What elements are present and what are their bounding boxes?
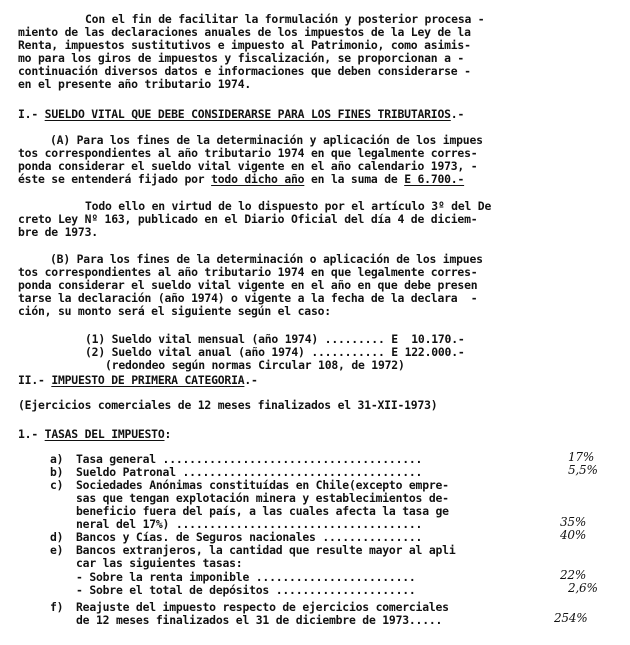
section-number: II.- [18, 373, 45, 387]
paragraph-line: (B) Para los fines de la determinación o aplicación de los impues [50, 252, 483, 266]
rate-value: 2,6% [568, 581, 598, 595]
subsection-number: 1.- [18, 427, 38, 441]
rate-description: - Sobre la renta imponible ........................ [76, 570, 416, 584]
rate-description: Bancos y Cías. de Seguros nacionales ............... [76, 530, 423, 544]
fiscal-period: (Ejercicios comerciales de 12 meses finalizados el 31-XII-1973) [18, 398, 438, 412]
rate-value: 5,5% [568, 463, 598, 477]
paragraph-text: éste se entenderá fijado por [18, 172, 205, 186]
rate-letter: a) [50, 452, 64, 466]
vital-salary-amount: E 6.700.- [404, 172, 465, 186]
intro-line: continuación diversos datos e informaciones que deben considerarse - [18, 64, 471, 78]
paragraph-line [18, 173, 464, 186]
rate-description: sas que tengan explotación minera y establecimientos de- [76, 491, 449, 505]
rate-letter: e) [50, 543, 64, 557]
intro-line: Con el fin de facilitar la formulación y posterior procesa - [85, 12, 485, 26]
intro-line: mo para los giros de impuestos y fiscalización, se proporcionan a - [18, 51, 465, 65]
paragraph-line: tos correspondientes al año tributario 1974 en que legalmente corres- [18, 146, 478, 160]
rate-letter: f) [50, 600, 64, 614]
rate-description: de 12 meses finalizados el 31 de diciembre de 1973..... [76, 613, 443, 627]
subsection-heading [18, 428, 171, 441]
paragraph-line: Todo ello en virtud de lo dispuesto por el artículo 3º del De [85, 199, 492, 213]
list-item-label: (1) Sueldo vital mensual (año 1974) ......... [85, 332, 385, 346]
section-1-heading [18, 108, 464, 121]
rate-description: Bancos extranjeros, la cantidad que resulte mayor al apli [76, 543, 456, 557]
list-item-value: E 10.170.- [391, 332, 465, 346]
rate-description: - Sobre el total de depósitos ..................... [76, 583, 416, 597]
intro-line: en el presente año tributario 1974. [18, 77, 252, 91]
subsection-title-end: : [164, 427, 172, 441]
intro-line: Renta, impuestos sustitutivos e impuesto al Patrimonio, como asimis- [18, 38, 471, 52]
section-title: IMPUESTO DE PRIMERA CATEGORIA [51, 373, 245, 387]
paragraph-line: (A) Para los fines de la determinación y aplicación de los impues [50, 133, 483, 147]
subsection-title: TASAS DEL IMPUESTO [44, 427, 165, 441]
rate-value: 40% [560, 528, 587, 542]
rate-description: Sueldo Patronal .................................... [76, 465, 423, 479]
rate-value: 22% [560, 568, 587, 582]
rate-description: car las siguientes tasas: [76, 556, 243, 570]
rate-description: neral del 17%) ..................................... [76, 517, 423, 531]
paragraph-line: creto Ley Nº 163, publicado en el Diario Oficial del día 4 de diciem- [18, 212, 478, 226]
section-2-heading [18, 374, 258, 387]
paragraph-line: bre de 1973. [18, 225, 98, 239]
paragraph-line: tos correspondientes al año tributario 1974 en que legalmente corres- [18, 265, 478, 279]
list-item-value: E 122.000.- [391, 345, 465, 359]
rate-letter: c) [50, 478, 64, 492]
section-number: I.- [18, 107, 38, 121]
paragraph-text: en la suma de [304, 172, 405, 186]
rate-letter: b) [50, 465, 64, 479]
rate-value: 17% [568, 450, 595, 464]
section-title: SUELDO VITAL QUE DEBE CONSIDERARSE PARA LOS FINES TRIBUTARIOS [44, 107, 451, 121]
underlined-phrase: todo dicho año [211, 172, 305, 186]
rounding-note: (redondeo según normas Circular 108, de 1972) [105, 358, 405, 372]
rate-description: Reajuste del impuesto respecto de ejercicios comerciales [76, 600, 449, 614]
rate-value: 254% [554, 611, 588, 625]
rate-description: beneficio fuera del país, a las cuales afecta la tasa ge [76, 504, 449, 518]
paragraph-line: ción, su monto será el siguiente según el caso: [18, 304, 331, 318]
rate-value: 35% [560, 515, 587, 529]
list-item-label: (2) Sueldo vital anual (año 1974) ........... [85, 345, 385, 359]
paragraph-line: ponda considerar el sueldo vital vigente en el año en que debe presen [18, 278, 478, 292]
rate-letter: d) [50, 530, 64, 544]
section-title-end: .- [244, 373, 258, 387]
section-title-end: .- [450, 107, 465, 121]
rate-description: Sociedades Anónimas constituídas en Chile(excepto empre- [76, 478, 449, 492]
rate-description: Tasa general ....................................... [76, 452, 423, 466]
paragraph-line: ponda considerar el sueldo vital vigente en el año calendario 1973, - [18, 159, 478, 173]
paragraph-line: tarse la declaración (año 1974) o vigente a la fecha de la declara - [18, 291, 478, 305]
intro-line: miento de las declaraciones anuales de los impuestos de la Ley de la [18, 25, 471, 39]
